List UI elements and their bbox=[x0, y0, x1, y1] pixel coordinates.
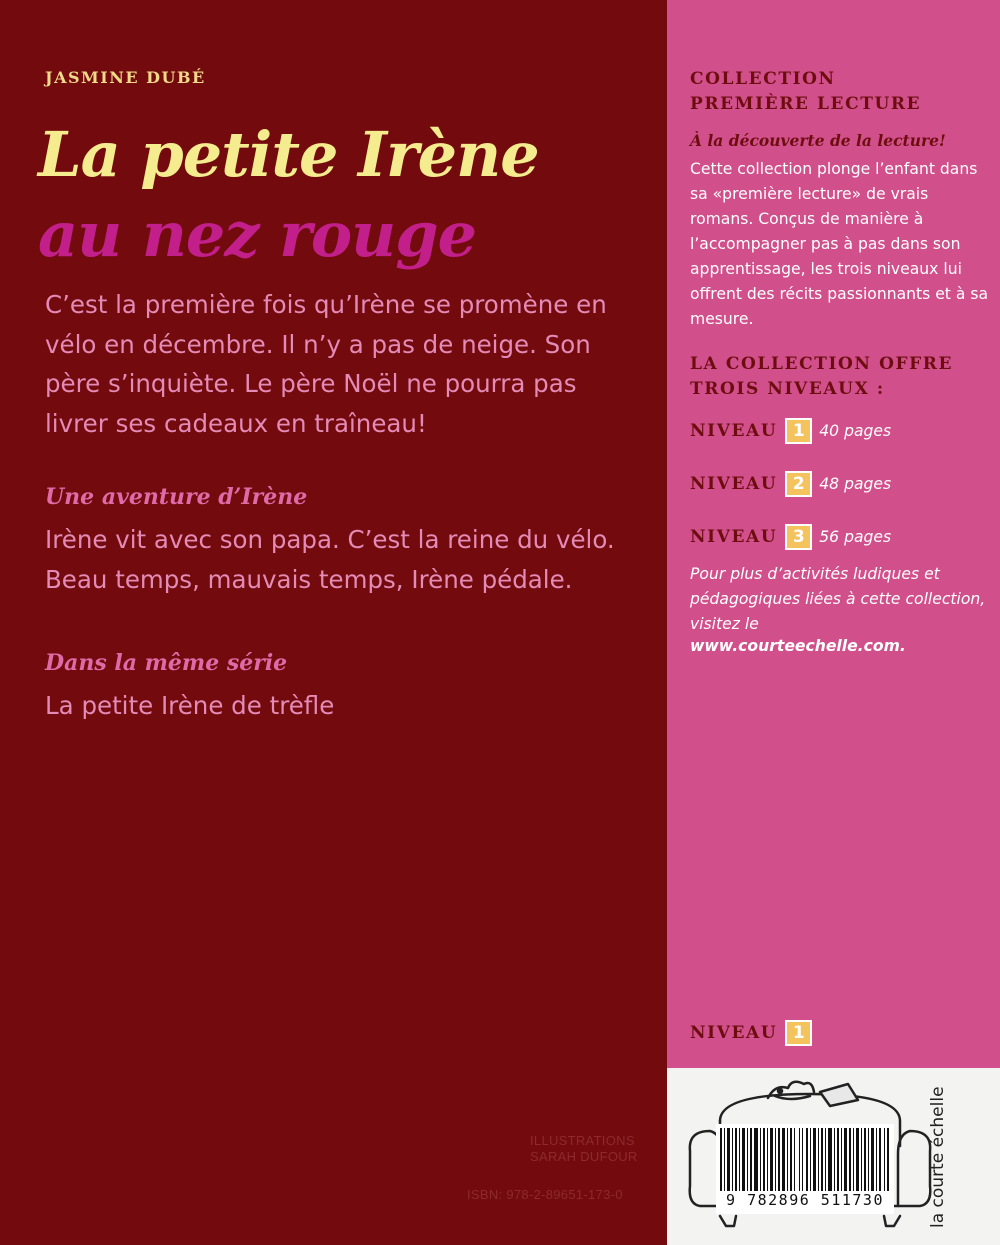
adventure-text: Irène vit avec son papa. C’est la reine du vélo. Beau temps, mauvais temps, Irène pédale. bbox=[45, 525, 615, 594]
more-activities-text: Pour plus d’activités ludiques et pédagogiques liées à cette collection, visitez le bbox=[690, 565, 986, 633]
level-page-count: 40 pages bbox=[819, 422, 892, 440]
offer-heading bbox=[690, 352, 953, 402]
level-label: NIVEAU bbox=[690, 421, 778, 441]
book-title-line-1: La petite Irène bbox=[38, 118, 539, 191]
illustrations-label: ILLUSTRATIONS bbox=[530, 1133, 635, 1148]
level-number-badge: 2 bbox=[785, 471, 812, 497]
book-level-indicator bbox=[690, 1018, 812, 1048]
collection-heading bbox=[690, 67, 921, 117]
level-label: NIVEAU bbox=[690, 1023, 778, 1043]
series-text: La petite Irène de trèfle bbox=[45, 691, 335, 720]
level-2-row bbox=[690, 469, 891, 499]
book-summary: C’est la première fois qu’Irène se promène en vélo en décembre. Il n’y a pas de neige. Son père s’inquiète. Le père Noël ne pourra pas livrer ses cadeaux en traîneau! bbox=[45, 290, 607, 438]
level-number-badge: 3 bbox=[785, 524, 812, 550]
level-1-row bbox=[690, 416, 891, 446]
collection-heading-line-2: PREMIÈRE LECTURE bbox=[690, 94, 922, 114]
collection-description: Cette collection plonge l’enfant dans sa «première lecture» de vrais romans. Conçus de manière à l’accompagner pas à pas dans son apprentissage, les trois niveaux lui offrent des récits passionnants et à sa mesure. bbox=[690, 160, 989, 328]
level-page-count: 48 pages bbox=[819, 475, 892, 493]
level-number-badge: 1 bbox=[785, 418, 812, 444]
series-heading: Dans la même série bbox=[45, 650, 288, 676]
level-3-row bbox=[690, 522, 891, 552]
illustration-credit bbox=[530, 1133, 638, 1165]
level-label: NIVEAU bbox=[690, 474, 778, 494]
offer-heading-line-2: TROIS NIVEAUX : bbox=[690, 379, 885, 399]
publisher-website-link[interactable]: www.courteechelle.com. bbox=[690, 637, 906, 655]
offer-heading-line-1: LA COLLECTION OFFRE bbox=[690, 354, 954, 374]
illustrator-name: SARAH DUFOUR bbox=[530, 1149, 638, 1164]
level-page-count: 56 pages bbox=[819, 528, 892, 546]
publisher-logo: la courte échelle bbox=[928, 1086, 948, 1228]
level-number-badge: 1 bbox=[785, 1020, 812, 1046]
collection-heading-line-1: COLLECTION bbox=[690, 69, 836, 89]
level-label: NIVEAU bbox=[690, 527, 778, 547]
book-title-line-2: au nez rouge bbox=[38, 198, 477, 271]
isbn: ISBN: 978-2-89651-173-0 bbox=[467, 1187, 623, 1202]
author-name: JASMINE DUBÉ bbox=[45, 68, 206, 87]
barcode-number: 9 782896 511730 bbox=[716, 1191, 894, 1209]
adventure-heading: Une aventure d’Irène bbox=[45, 484, 308, 510]
collection-tagline: À la découverte de la lecture! bbox=[690, 131, 946, 150]
